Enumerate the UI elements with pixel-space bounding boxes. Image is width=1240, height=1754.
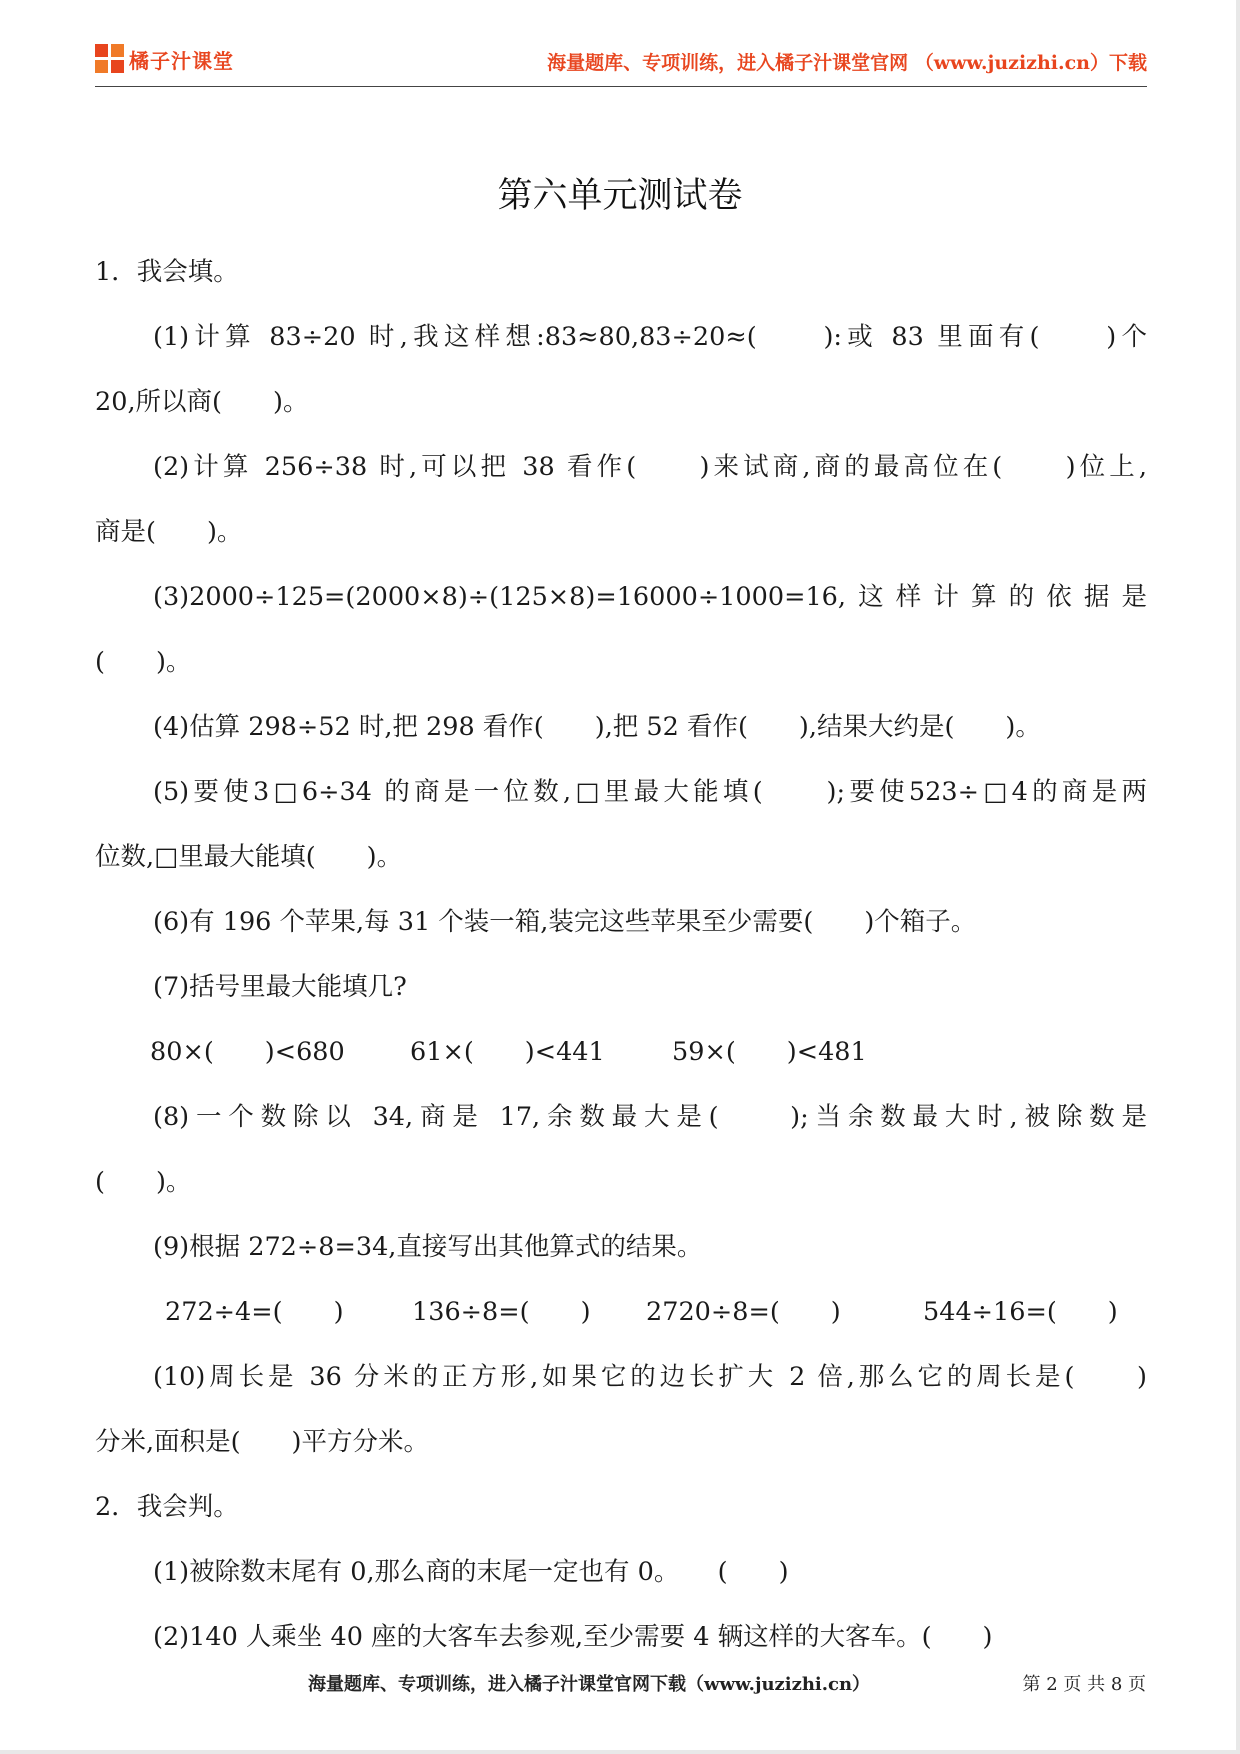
question-text: (8)一个数除以 34,商是 17,余数最大是( );当余数最大时,被除数是 <box>153 1102 1147 1132</box>
question-text: (10)周长是 36 分米的正方形,如果它的边长扩大 2 倍,那么它的周长是( ) <box>153 1362 1147 1392</box>
section-heading-fill: 1．我会填。 <box>95 257 239 287</box>
page-footer <box>0 1670 1240 1700</box>
question-text: (4)估算 298÷52 时,把 298 看作( ),把 52 看作( ),结果大约是( )。 <box>153 712 1041 742</box>
logo <box>95 44 234 74</box>
question-text: ( )。 <box>95 1167 192 1197</box>
footer-text: 海量题库、专项训练，进入橘子汁课堂官网下载（www.juzizhi.cn） <box>308 1674 871 1695</box>
header-slogan: 海量题库、专项训练，进入橘子汁课堂官网 （www.juzizhi.cn）下载 <box>547 52 1147 74</box>
logo-text: 橘子汁课堂 <box>129 48 234 73</box>
q7-expression: 59×( )<481 <box>672 1037 867 1067</box>
question-text: 20,所以商( )。 <box>95 387 309 417</box>
q7-expression: 80×( )<680 <box>150 1037 345 1067</box>
question-text: 商是( )。 <box>95 517 243 547</box>
question-text: (1)被除数末尾有 0,那么商的末尾一定也有 0。 ( ) <box>153 1557 789 1587</box>
question-text: (5)要使3□6÷34 的商是一位数,□里最大能填( );要使523÷□4的商是两 <box>153 777 1147 807</box>
question-text: (2)140 人乘坐 40 座的大客车去参观,至少需要 4 辆这样的大客车。( ) <box>153 1622 993 1652</box>
section-heading-judge: 2．我会判。 <box>95 1492 239 1522</box>
page-header <box>95 40 1147 84</box>
question-text: (2)计算 256÷38 时,可以把 38 看作( )来试商,商的最高位在( )位上, <box>153 452 1147 482</box>
q9-expressions <box>95 1280 1147 1345</box>
question-text: (3)2000÷125=(2000×8)÷(125×8)=16000÷1000=16,这样计算的依据是 <box>153 582 1147 612</box>
question-text: (1)计算 83÷20 时,我这样想:83≈80,83÷20≈( ):或 83 里面有( )个 <box>153 322 1147 352</box>
logo-icon <box>95 44 125 74</box>
q7-expressions <box>95 1020 1147 1085</box>
header-divider <box>95 86 1147 87</box>
document-body <box>95 240 1147 1670</box>
q7-expression: 61×( )<441 <box>410 1037 605 1067</box>
question-text: ( )。 <box>95 647 192 677</box>
page-title: 第六单元测试卷 <box>497 176 743 216</box>
question-text: (7)括号里最大能填几? <box>153 972 407 1002</box>
question-text: 分米,面积是( )平方分米。 <box>95 1427 430 1457</box>
q9-expression: 544÷16=( ) <box>923 1297 1118 1327</box>
q9-expression: 272÷4=( ) <box>165 1297 344 1327</box>
q9-expression: 136÷8=( ) <box>412 1297 591 1327</box>
question-text: 位数,□里最大能填( )。 <box>95 842 403 872</box>
question-text: (6)有 196 个苹果,每 31 个装一箱,装完这些苹果至少需要( )个箱子。 <box>153 907 977 937</box>
q9-expression: 2720÷8=( ) <box>646 1297 841 1327</box>
page-number: 第 2 页 共 8 页 <box>1022 1674 1146 1695</box>
question-text: (9)根据 272÷8=34,直接写出其他算式的结果。 <box>153 1232 703 1262</box>
